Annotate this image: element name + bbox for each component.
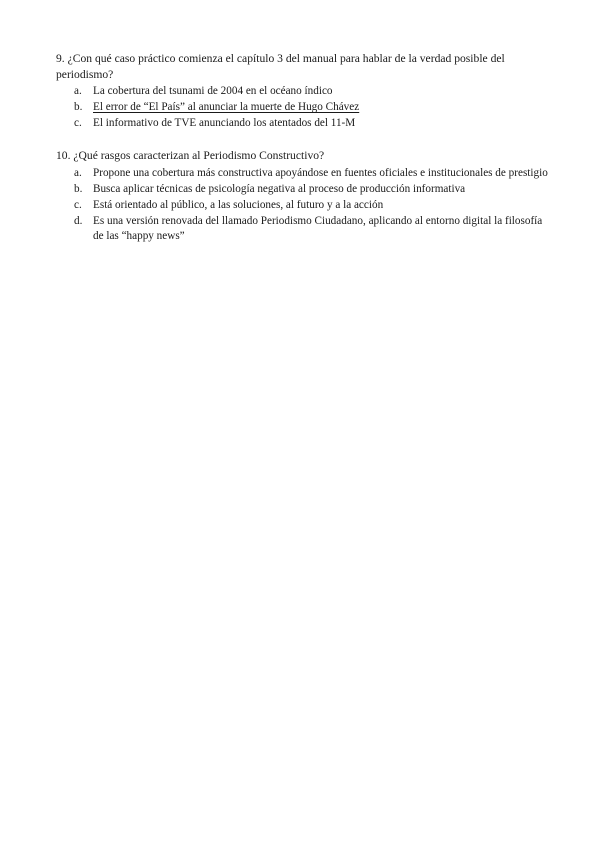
answer-option-b (56, 182, 552, 197)
option-letter: a. (74, 166, 82, 179)
answer-options (56, 84, 552, 131)
answer-option-c (56, 116, 552, 131)
option-letter: d. (74, 214, 83, 227)
question-text: 10. ¿Qué rasgos caracterizan al Periodismo Constructivo? (56, 149, 325, 162)
answer-option-c (56, 198, 552, 213)
option-letter: a. (74, 85, 82, 97)
question-10 (56, 148, 552, 245)
option-text: Busca aplicar técnicas de psicología negativa al proceso de producción informativa (93, 182, 466, 195)
option-text: Es una versión renovada del llamado Periodismo Ciudadano, aplicando al entorno digital la filosofía de las “happy news” (93, 214, 543, 242)
option-text: Está orientado al público, a las soluciones, al futuro y a la acción (93, 198, 384, 211)
option-letter: c. (74, 117, 82, 129)
option-letter: b. (74, 101, 83, 113)
option-text: Propone una cobertura más constructiva apoyándose en fuentes oficiales e institucionales de prestigio (93, 166, 548, 179)
answer-option-a (56, 166, 552, 181)
answer-option-d (56, 214, 552, 244)
option-text-underlined: El error de “El País” al anunciar la muerte de Hugo Chávez (93, 101, 360, 113)
question-text: 9. ¿Con qué caso práctico comienza el capítulo 3 del manual para hablar de la verdad posible del periodismo? (56, 52, 505, 81)
answer-option-a (56, 84, 552, 99)
option-letter: c. (74, 198, 82, 211)
answer-option-b (56, 100, 552, 115)
question-9 (56, 51, 552, 132)
option-letter: b. (74, 182, 83, 195)
option-text: La cobertura del tsunami de 2004 en el océano índico (93, 85, 333, 97)
answer-options (56, 166, 552, 244)
option-text: El informativo de TVE anunciando los atentados del 11-M (93, 117, 356, 129)
